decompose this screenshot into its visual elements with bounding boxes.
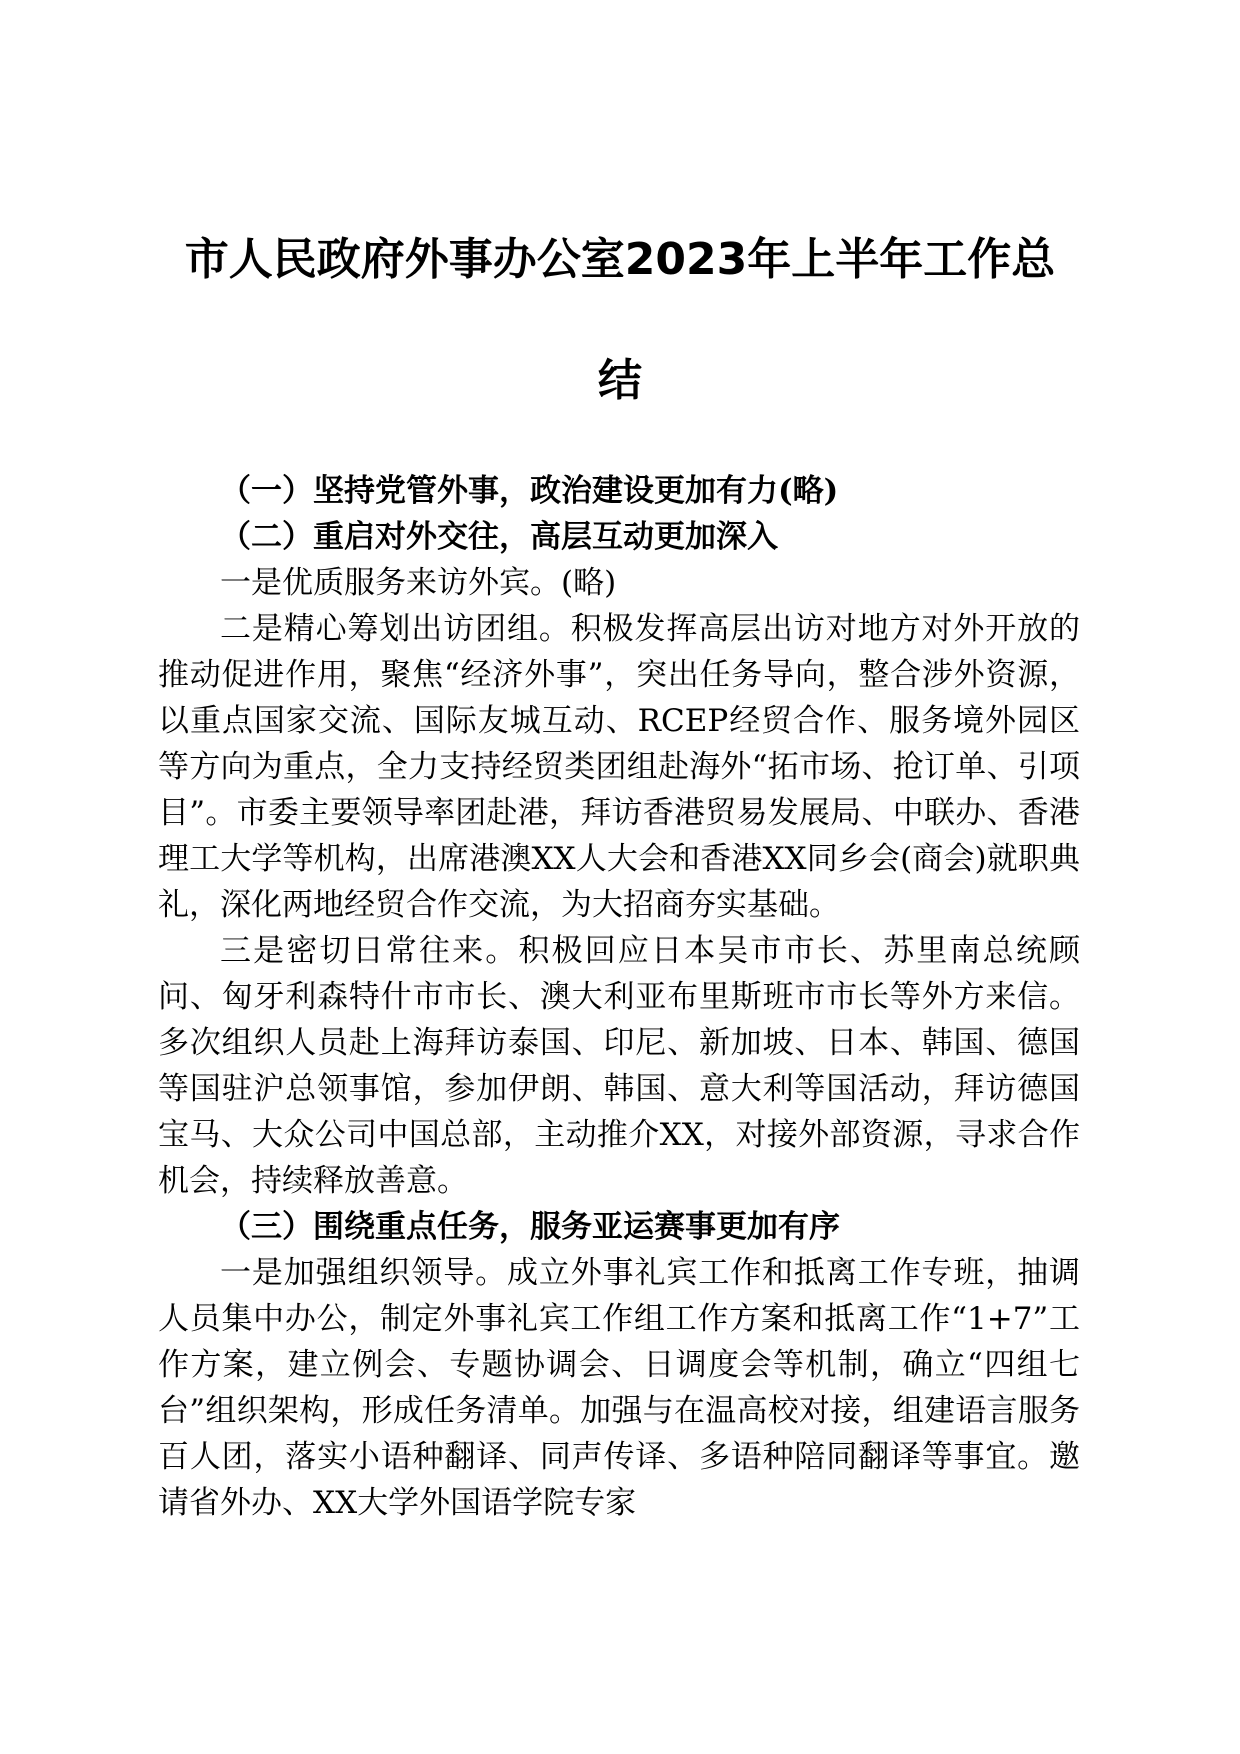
body-paragraph: 二是精心筹划出访团组。积极发挥高层出访对地方对外开放的推动促进作用，聚焦“经济外事”，突出任务导向，整合涉外资源，以重点国家交流、国际友城互动、RCEP经贸合作、服务境外园区等方向为重点，全力支持经贸类团组赴海外“拓市场、抢订单、引项目”。市委主要领导率团赴港，拜访香港贸易发展局、中联办、香港理工大学等机构，出席港澳XX人大会和香港XX同乡会(商会)就职典礼，深化两地经贸合作交流，为大招商夯实基础。 bbox=[158, 611, 1080, 923]
section-heading-2: （二）重启对外交往，高层互动更加深入 bbox=[220, 519, 778, 555]
document-body bbox=[158, 468, 1080, 1526]
body-paragraph: 一是加强组织领导。成立外事礼宾工作和抵离工作专班，抽调人员集中办公，制定外事礼宾工作组工作方案和抵离工作“1+7”工作方案，建立例会、专题协调会、日调度会等机制，确立“四组七台”组织架构，形成任务清单。加强与在温高校对接，组建语言服务百人团，落实小语种翻译、同声传译、多语种陪同翻译等事宜。邀请省外办、XX大学外国语学院专家 bbox=[158, 1255, 1080, 1521]
document-title-line-2: 结 bbox=[598, 355, 642, 406]
body-paragraph: 一是优质服务来访外宾。(略) bbox=[220, 565, 617, 601]
section-heading-1: （一）坚持党管外事，政治建设更加有力(略) bbox=[220, 473, 839, 509]
document-title-line-1: 市人民政府外事办公室2023年上半年工作总 bbox=[184, 234, 1056, 285]
body-paragraph: 三是密切日常往来。积极回应日本吴市市长、苏里南总统顾问、匈牙利森特什市市长、澳大利亚布里斯班市市长等外方来信。多次组织人员赴上海拜访泰国、印尼、新加坡、日本、韩国、德国等国驻沪总领事馆，参加伊朗、韩国、意大利等国活动，拜访德国宝马、大众公司中国总部，主动推介XX，对接外部资源，寻求合作机会，持续释放善意。 bbox=[158, 933, 1080, 1199]
section-heading-3: （三）围绕重点任务，服务亚运赛事更加有序 bbox=[220, 1209, 840, 1245]
